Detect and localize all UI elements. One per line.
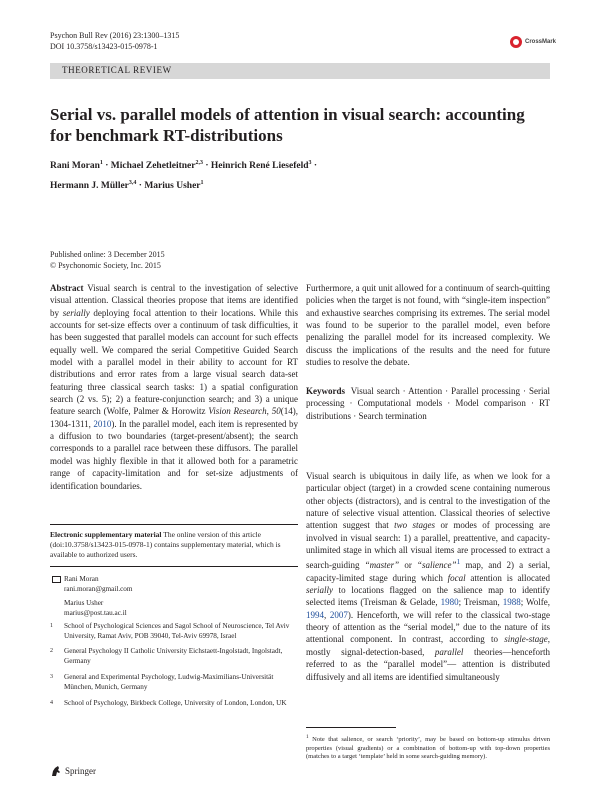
citation-link[interactable]: 2010	[93, 418, 112, 429]
footnote-ref[interactable]: 1	[456, 557, 461, 567]
intro-text: ,	[324, 609, 330, 620]
intro-text: ; Treisman,	[458, 597, 503, 608]
abstract-continued: Furthermore, a quit unit allowed for a continuum of search-quitting policies when the target is not found, with “single-item inspection” and exhaustive searches comprising its extremes. The serial model was found to be superior to the parallel model, even before penalizing the parallel model for its increased complexity. We discuss the implications of the results and the need for future studies to resolve the debate.	[306, 283, 550, 368]
intro-emphasis: single-stage	[504, 634, 548, 645]
footnote-rule	[306, 727, 396, 728]
affiliation-text: School of Psychology, Birkbeck College, University of London, London, UK	[64, 699, 287, 707]
correspondence	[50, 574, 298, 618]
keywords	[306, 385, 550, 422]
affiliation-text: General Psychology II Catholic University Eichstaett-Ingolstadt, Ingolstadt, Germany	[64, 647, 283, 665]
contact-email[interactable]: rani.moran@gmail.com	[64, 585, 133, 593]
keywords-heading: Keywords	[306, 386, 345, 396]
affiliation-number: 3	[50, 674, 53, 680]
springer-horse-icon	[50, 765, 62, 777]
esm-text: The online version of this article (doi:10.3758/s13423-015-0978-1) contains supplementary material, which is available to authorized users.	[50, 530, 281, 559]
affiliation-number: 4	[50, 700, 53, 706]
author-name[interactable]: Marius Usher	[144, 181, 201, 192]
divider	[50, 524, 298, 525]
author-affil: 1	[200, 180, 204, 187]
author-affil: 1	[99, 160, 103, 166]
abstract-text: deploying focal attention to their locations. While this accounts for set-size effects over a continuum of task difficulties, it has been suggested that parallel models can account for such effects equally well. We compared the serial Competitive Guided Search model with a parallel model in their ability to account for RT distributions and error rates from a large visual search data-set featuring three classical search tasks: 1) a spatial configuration search (2 vs. 5); 2) a feature-conjunction search; and 3) a unique feature search (Wolfe, Palmer & Horowitz	[50, 307, 298, 417]
citation-link[interactable]: 2007	[329, 609, 348, 620]
contact-name: Rani Moran	[64, 575, 99, 583]
contact-email[interactable]: marius@post.tau.ac.il	[64, 609, 127, 617]
affiliation-number: 2	[50, 648, 53, 654]
doi[interactable]: DOI 10.3758/s13423-015-0978-1	[50, 42, 158, 51]
author-separator: ·	[138, 181, 142, 192]
footnote-text: Note that salience, or search ‘priority’, may be based on bottom-up stimulus driven properties (visual gradients) or a combination of bottom-up with top-down properties (matches to a target ‘template’ held in some search-guiding memory).	[306, 736, 550, 761]
crossmark-label: CrossMark	[525, 39, 557, 45]
journal-header	[50, 30, 179, 52]
author-affil: 3,4	[128, 180, 137, 187]
author-list	[50, 155, 550, 195]
citation-link[interactable]: 1994	[306, 609, 324, 620]
author-name[interactable]: Heinrich René Liesefeld	[210, 161, 309, 172]
volume: 50	[271, 406, 281, 417]
author-name[interactable]: Hermann J. Müller	[50, 181, 129, 192]
envelope-icon	[52, 576, 61, 583]
publisher-logo	[50, 765, 96, 777]
affiliation-number: 1	[50, 623, 53, 629]
affiliation	[50, 698, 298, 708]
esm-heading: Electronic supplementary material	[50, 530, 162, 539]
journal-reference: Vision Research	[208, 406, 267, 417]
crossmark-icon	[510, 36, 522, 48]
affiliation	[50, 621, 298, 641]
intro-text: to locations flagged on the salience map to identify selected items (Treisman & Gelade,	[306, 585, 550, 608]
affiliation-text: School of Psychological Sciences and Sagol School of Neuroscience, Tel Aviv University, Ramat Aviv, POB 39040, Tel-Aviv 69978, Israel	[64, 622, 290, 640]
intro-text: Visual search is ubiquitous in daily life, as when we look for a particular object (target) in a crowded scene containing numerous other objects (distractors), and is central to the investigation of the nature of selective visual attention. Classical theories of selective attention suggest that	[306, 471, 550, 531]
intro-emphasis: “master”	[364, 560, 400, 571]
author-affil: 2,3	[195, 160, 203, 166]
intro-text: map, and 2) a serial, capacity-limited stage during which	[306, 560, 550, 583]
author-name[interactable]: Michael Zehetleitner	[110, 161, 196, 172]
author-affil: 3	[308, 160, 312, 166]
citation-link[interactable]: 1980	[440, 597, 459, 608]
author-separator: ·	[205, 161, 209, 172]
abstract-text: (14), 1304-1311,	[50, 406, 298, 429]
author-name[interactable]: Rani Moran	[50, 161, 100, 172]
keywords-text: Visual search · Attention · Parallel processing · Serial processing · Computational models · Model comparison · RT distributions · Search termination	[306, 386, 551, 421]
intro-emphasis: focal	[447, 572, 466, 583]
intro-emphasis: two stages	[394, 520, 436, 531]
intro-text: ; Wolfe,	[520, 597, 550, 608]
author-separator: ·	[313, 161, 318, 172]
intro-text: ). Henceforth, we will refer to the classical two-stage theory of attention as the “serial model,” due to the nature of its attentional component. In contrast, according to	[306, 609, 551, 645]
intro-emphasis: parallel	[434, 646, 464, 657]
published-date: Published online: 3 December 2015	[50, 250, 165, 259]
affiliation	[50, 646, 298, 666]
intro-emphasis: serially	[306, 585, 333, 596]
supplementary-note	[50, 530, 298, 560]
crossmark-badge[interactable]	[510, 35, 570, 49]
contact-name: Marius Usher	[64, 599, 104, 607]
abstract-heading: Abstract	[50, 283, 84, 293]
introduction	[306, 470, 550, 683]
abstract-text: Visual search is central to the investigation of selective visual attention. Classical theories propose that items are identified by	[50, 283, 298, 318]
divider	[50, 566, 298, 567]
article-title: Serial vs. parallel models of attention in visual search: accounting for benchmark RT-distributions	[50, 105, 525, 145]
journal-citation: Psychon Bull Rev (2016) 23:1300–1315	[50, 31, 180, 40]
abstract-text: ). In the parallel model, each item is represented by a diffusion to two boundaries (target-present/absent); the search corresponds to a parallel race between these diffusors. The parallel model was highly flexible in that it allowed both for a parametric range of capacity-limitation and for set-size adjustments of identification boundaries.	[50, 418, 298, 491]
contact-entry	[50, 598, 298, 618]
intro-emphasis: “salience”	[416, 560, 457, 571]
intro-text: theories—henceforth referred to as the “parallel model”— attention is distributed diffusively and all items are identified simultaneously	[306, 646, 550, 682]
abstract-emphasis: serially	[62, 307, 90, 318]
article-type: THEORETICAL REVIEW	[62, 65, 172, 75]
intro-text: or	[399, 560, 417, 571]
citation-link[interactable]: 1988	[502, 597, 521, 608]
author-separator: ·	[105, 161, 109, 172]
publication-info	[50, 249, 165, 271]
footnote-number: 1	[306, 734, 309, 740]
intro-text: , mostly signal-detection-based,	[306, 634, 550, 657]
copyright: © Psychonomic Society, Inc. 2015	[50, 261, 161, 270]
publisher-name: Springer	[65, 766, 96, 776]
intro-text: or modes of processing are involved in visual search: 1) a parallel, preattentive, and capacity-unlimited stage in which all visual items are processed to extract a search-guiding	[306, 520, 550, 571]
intro-text: attention is allocated	[465, 572, 550, 583]
affiliation	[50, 672, 298, 692]
affiliation-text: General and Experimental Psychology, Ludwig-Maximilians-Universität München, Munich, Germany	[64, 673, 274, 691]
footnote	[306, 733, 550, 762]
abstract: Abstract Visual search is central to the investigation of selective visual attention. Classical theories propose that items are identified by serially deploying focal attention to their locations. While this accounts for set-size effects over a continuum of task difficulties, it has been suggested that parallel models can account for such effects equally well. We compared the serial Competitive Guided Search model with a parallel model in their ability to account for RT distributions and error rates from a large visual search data-set featuring three classical search tasks: 1) a spatial configuration search (2 vs. 5); 2) a feature-conjunction search; and 3) a unique feature search (Wolfe, Palmer & Horowitz Vision Research, 50(14), 1304-1311, 2010). In the parallel model, each item is represented by a diffusion to two boundaries (target-present/absent); the search corresponds to a parallel race between these diffusors. The parallel model was highly flexible in that it allowed both for a parametric range of capacity-limitation and for set-size adjustments of identification boundaries.	[50, 283, 298, 491]
contact-entry	[50, 574, 298, 594]
